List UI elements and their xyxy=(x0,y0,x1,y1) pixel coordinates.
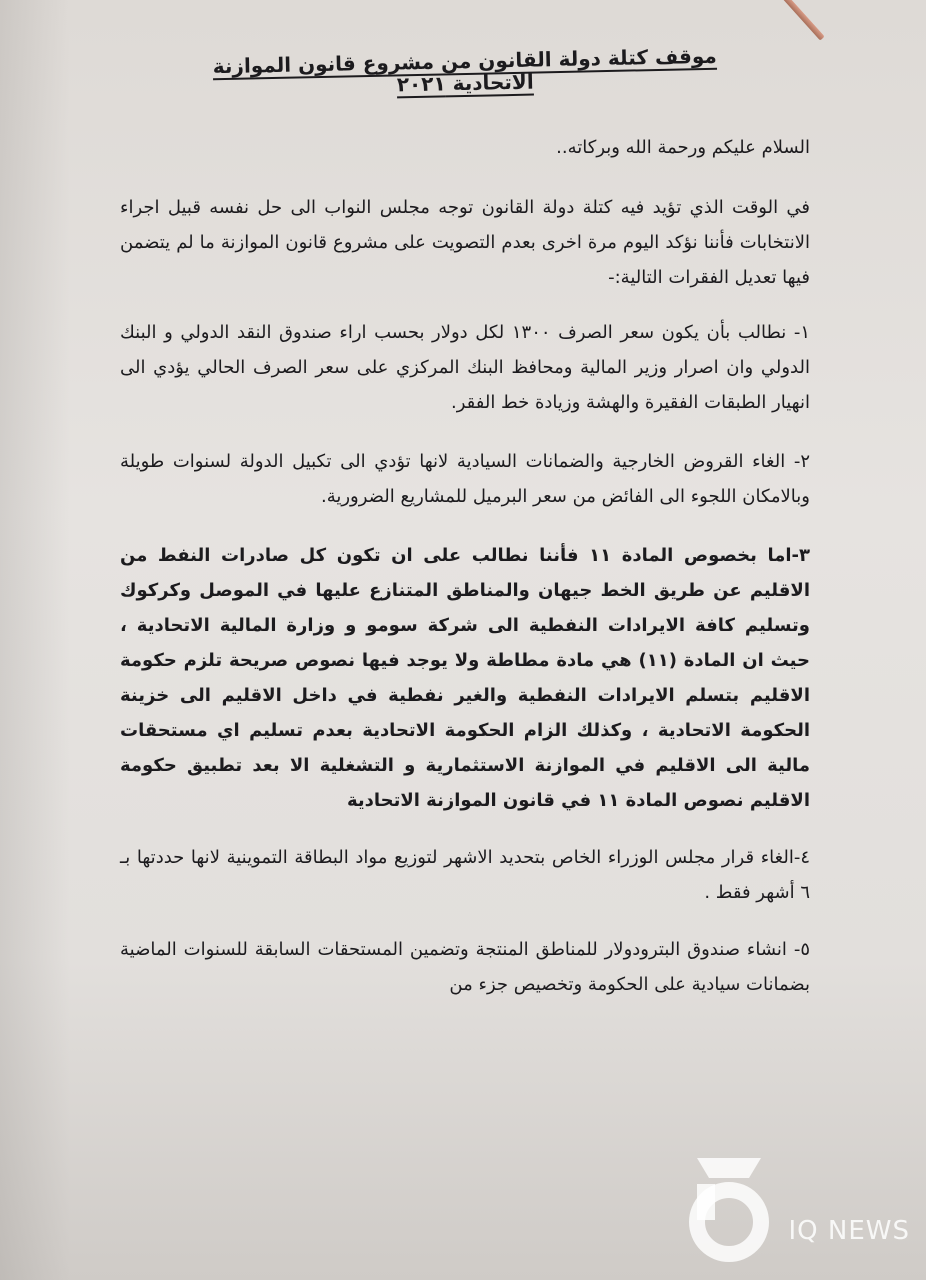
paper-shadow xyxy=(0,0,70,1280)
greeting: السلام عليكم ورحمة الله وبركاته.. xyxy=(556,137,810,158)
item-1: ١- نطالب بأن يكون سعر الصرف ١٣٠٠ لكل دولار بحسب اراء صندوق النقد الدولي و البنك الدولي وان اصرار وزير المالية ومحافظ البنك المركزي على سعر الصرف الحالي يؤدي الى انهيار الطبقات الفقيرة والهشة وزيادة خط الفقر. xyxy=(120,322,811,413)
document-body xyxy=(120,43,811,1002)
watermark-brand: IQ NEWS xyxy=(788,1216,910,1246)
watermark xyxy=(679,1144,911,1264)
item-2: ٢- الغاء القروض الخارجية والضمانات السيادية لانها تؤدي الى تكبيل الدولة لسنوات طويلة وبالامكان اللجوء الى الفائض من سعر البرميل للمشاريع الضرورية. xyxy=(120,451,810,507)
document-title: موقف كتلة دولة القانون من مشروع قانون الموازنة الاتحادية ٢٠٢١ xyxy=(212,43,718,97)
iq-news-logo-icon xyxy=(679,1144,779,1264)
intro-paragraph: في الوقت الذي تؤيد فيه كتلة دولة القانون توجه مجلس النواب الى حل نفسه قبيل اجراء الانتخابات فأننا نؤكد اليوم مرة اخرى بعدم التصويت على مشروع قانون الموازنة ما لم يتضمن فيها تعديل الفقرات التالية:- xyxy=(120,197,810,288)
item-3: ٣-اما بخصوص المادة ١١ فأننا نطالب على ان تكون كل صادرات النفط من الاقليم عن طريق الخط جيهان والمناطق المتنازع عليها في الموصل وكركوك وتسليم كافة الايرادات النفطية الى شركة سومو و وزارة المالية الاتحادية ، حيث ان المادة (١١) هي مادة مطاطة ولا يوجد فيها نصوص صريحة تلزم حكومة الاقليم بتسلم الايرادات النفطية والغير نفطية في داخل الاقليم الى خزينة الحكومة الاتحادية ، وكذلك الزام الحكومة الاتحادية بعدم تسليم اي مستحقات مالية الى الاقليم في الموازنة الاستثمارية و التشغلية الا بعد تطبيق حكومة الاقليم نصوص المادة ١١ في قانون الموازنة الاتحادية xyxy=(120,545,810,811)
item-5: ٥- انشاء صندوق البترودولار للمناطق المنتجة وتضمين المستحقات السابقة للسنوات الماضية بضمانات سيادية على الحكومة وتخصيص جزء من xyxy=(120,939,810,995)
item-4: ٤-الغاء قرار مجلس الوزراء الخاص بتحديد الاشهر لتوزيع مواد البطاقة التموينية لانها حددتها بـ ٦ أشهر فقط . xyxy=(120,847,810,903)
pen-tip xyxy=(781,0,824,41)
